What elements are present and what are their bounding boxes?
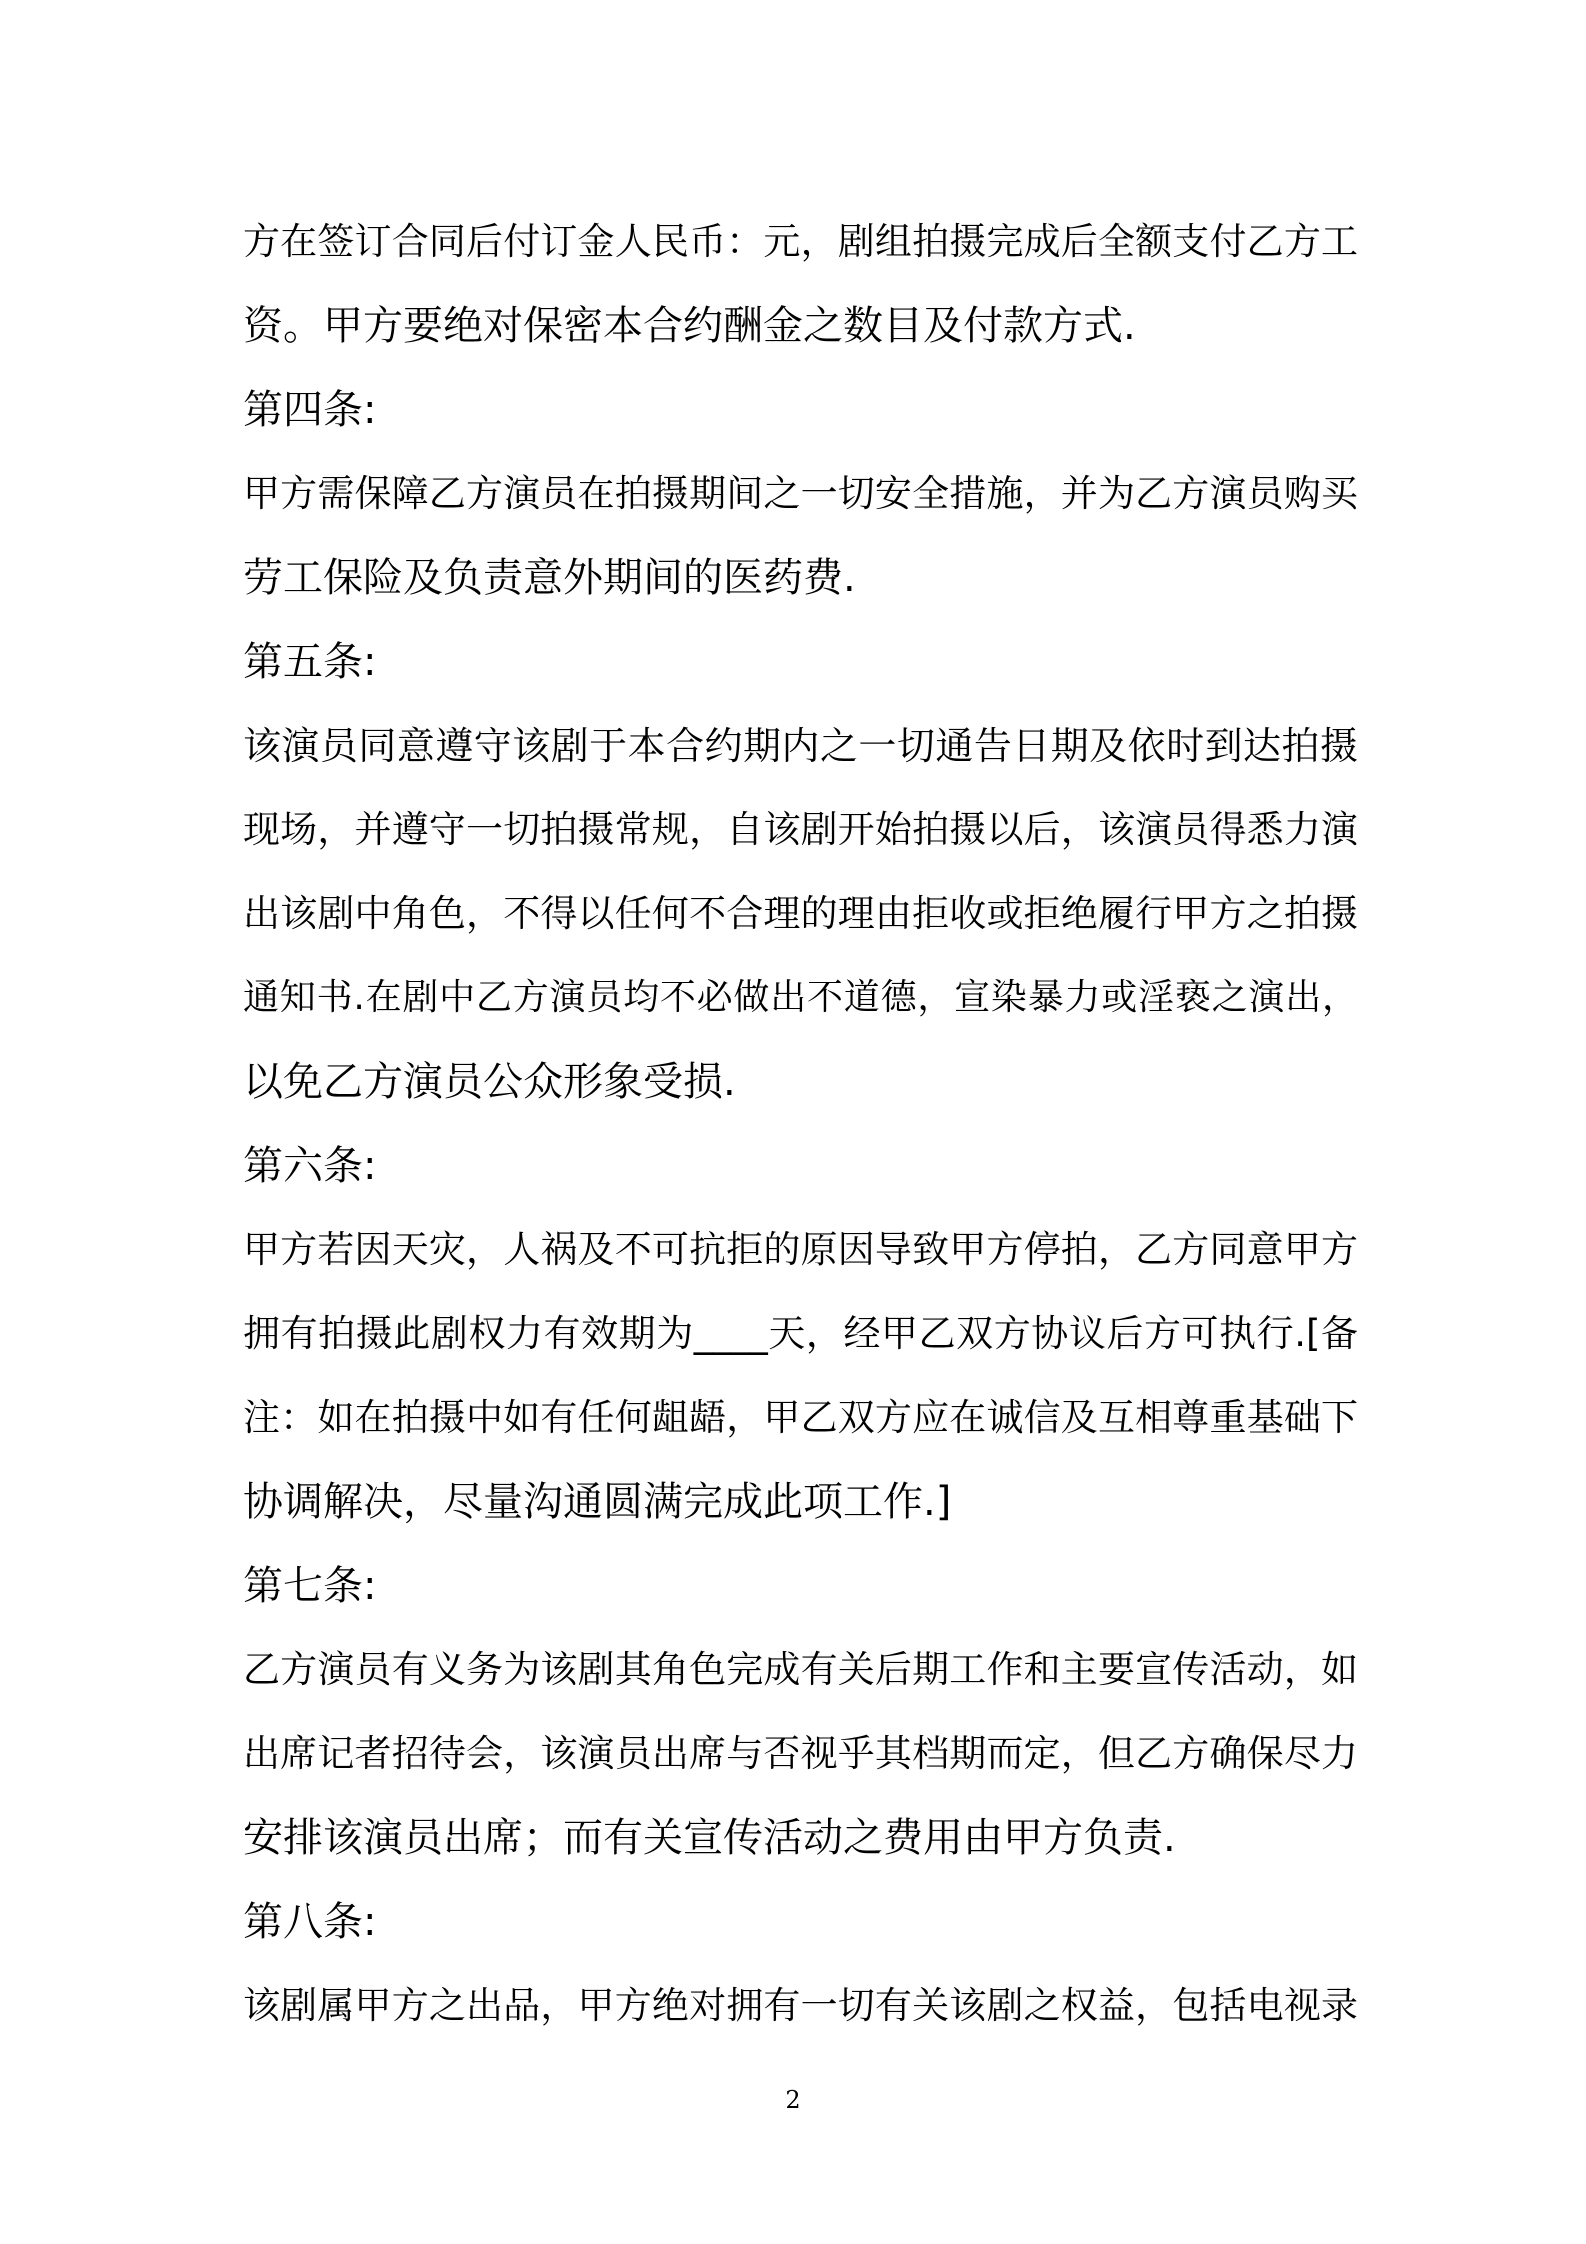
text-line: 乙方演员有义务为该剧其角色完成有关后期工作和主要宣传活动，如 (243, 1648, 1358, 1691)
article-heading: 第四条: (243, 387, 377, 433)
text-line: 拥有拍摄此剧权力有效期为____天，经甲乙双方协议后方可执行.[备 (243, 1312, 1358, 1355)
text-line: 现场，并遵守一切拍摄常规，自该剧开始拍摄以后，该演员得悉力演 (243, 808, 1358, 851)
page-number: 2 (785, 2086, 801, 2114)
text-line: 通知书.在剧中乙方演员均不必做出不道德，宣染暴力或淫亵之演出， (243, 977, 1358, 1018)
text-line: 出该剧中角色，不得以任何不合理的理由拒收或拒绝履行甲方之拍摄 (243, 892, 1358, 935)
text-line: 以免乙方演员公众形象受损. (243, 1059, 736, 1105)
article-heading: 第八条: (243, 1899, 377, 1945)
article-heading: 第六条: (243, 1143, 377, 1189)
text-line: 劳工保险及负责意外期间的医药费. (243, 555, 856, 601)
text-line: 资。甲方要绝对保密本合约酬金之数目及付款方式. (243, 303, 1136, 349)
article-heading: 第五条: (243, 639, 377, 685)
text-line: 甲方若因天灾，人祸及不可抗拒的原因导致甲方停拍，乙方同意甲方 (243, 1228, 1358, 1271)
text-line: 注：如在拍摄中如有任何龃龉，甲乙双方应在诚信及互相尊重基础下 (243, 1396, 1358, 1439)
text-line: 出席记者招待会，该演员出席与否视乎其档期而定，但乙方确保尽力 (243, 1732, 1358, 1775)
document-body (243, 200, 1358, 2048)
text-line: 该剧属甲方之出品，甲方绝对拥有一切有关该剧之权益，包括电视录 (243, 1984, 1358, 2027)
article-heading: 第七条: (243, 1563, 377, 1609)
text-line: 安排该演员出席；而有关宣传活动之费用由甲方负责. (243, 1815, 1176, 1861)
text-line: 甲方需保障乙方演员在拍摄期间之一切安全措施，并为乙方演员购买 (243, 472, 1358, 515)
text-line: 该演员同意遵守该剧于本合约期内之一切通告日期及依时到达拍摄 (243, 724, 1358, 768)
text-line: 协调解决，尽量沟通圆满完成此项工作.] (243, 1479, 952, 1525)
text-line: 方在签订合同后付订金人民币：元，剧组拍摄完成后全额支付乙方工 (243, 220, 1358, 263)
